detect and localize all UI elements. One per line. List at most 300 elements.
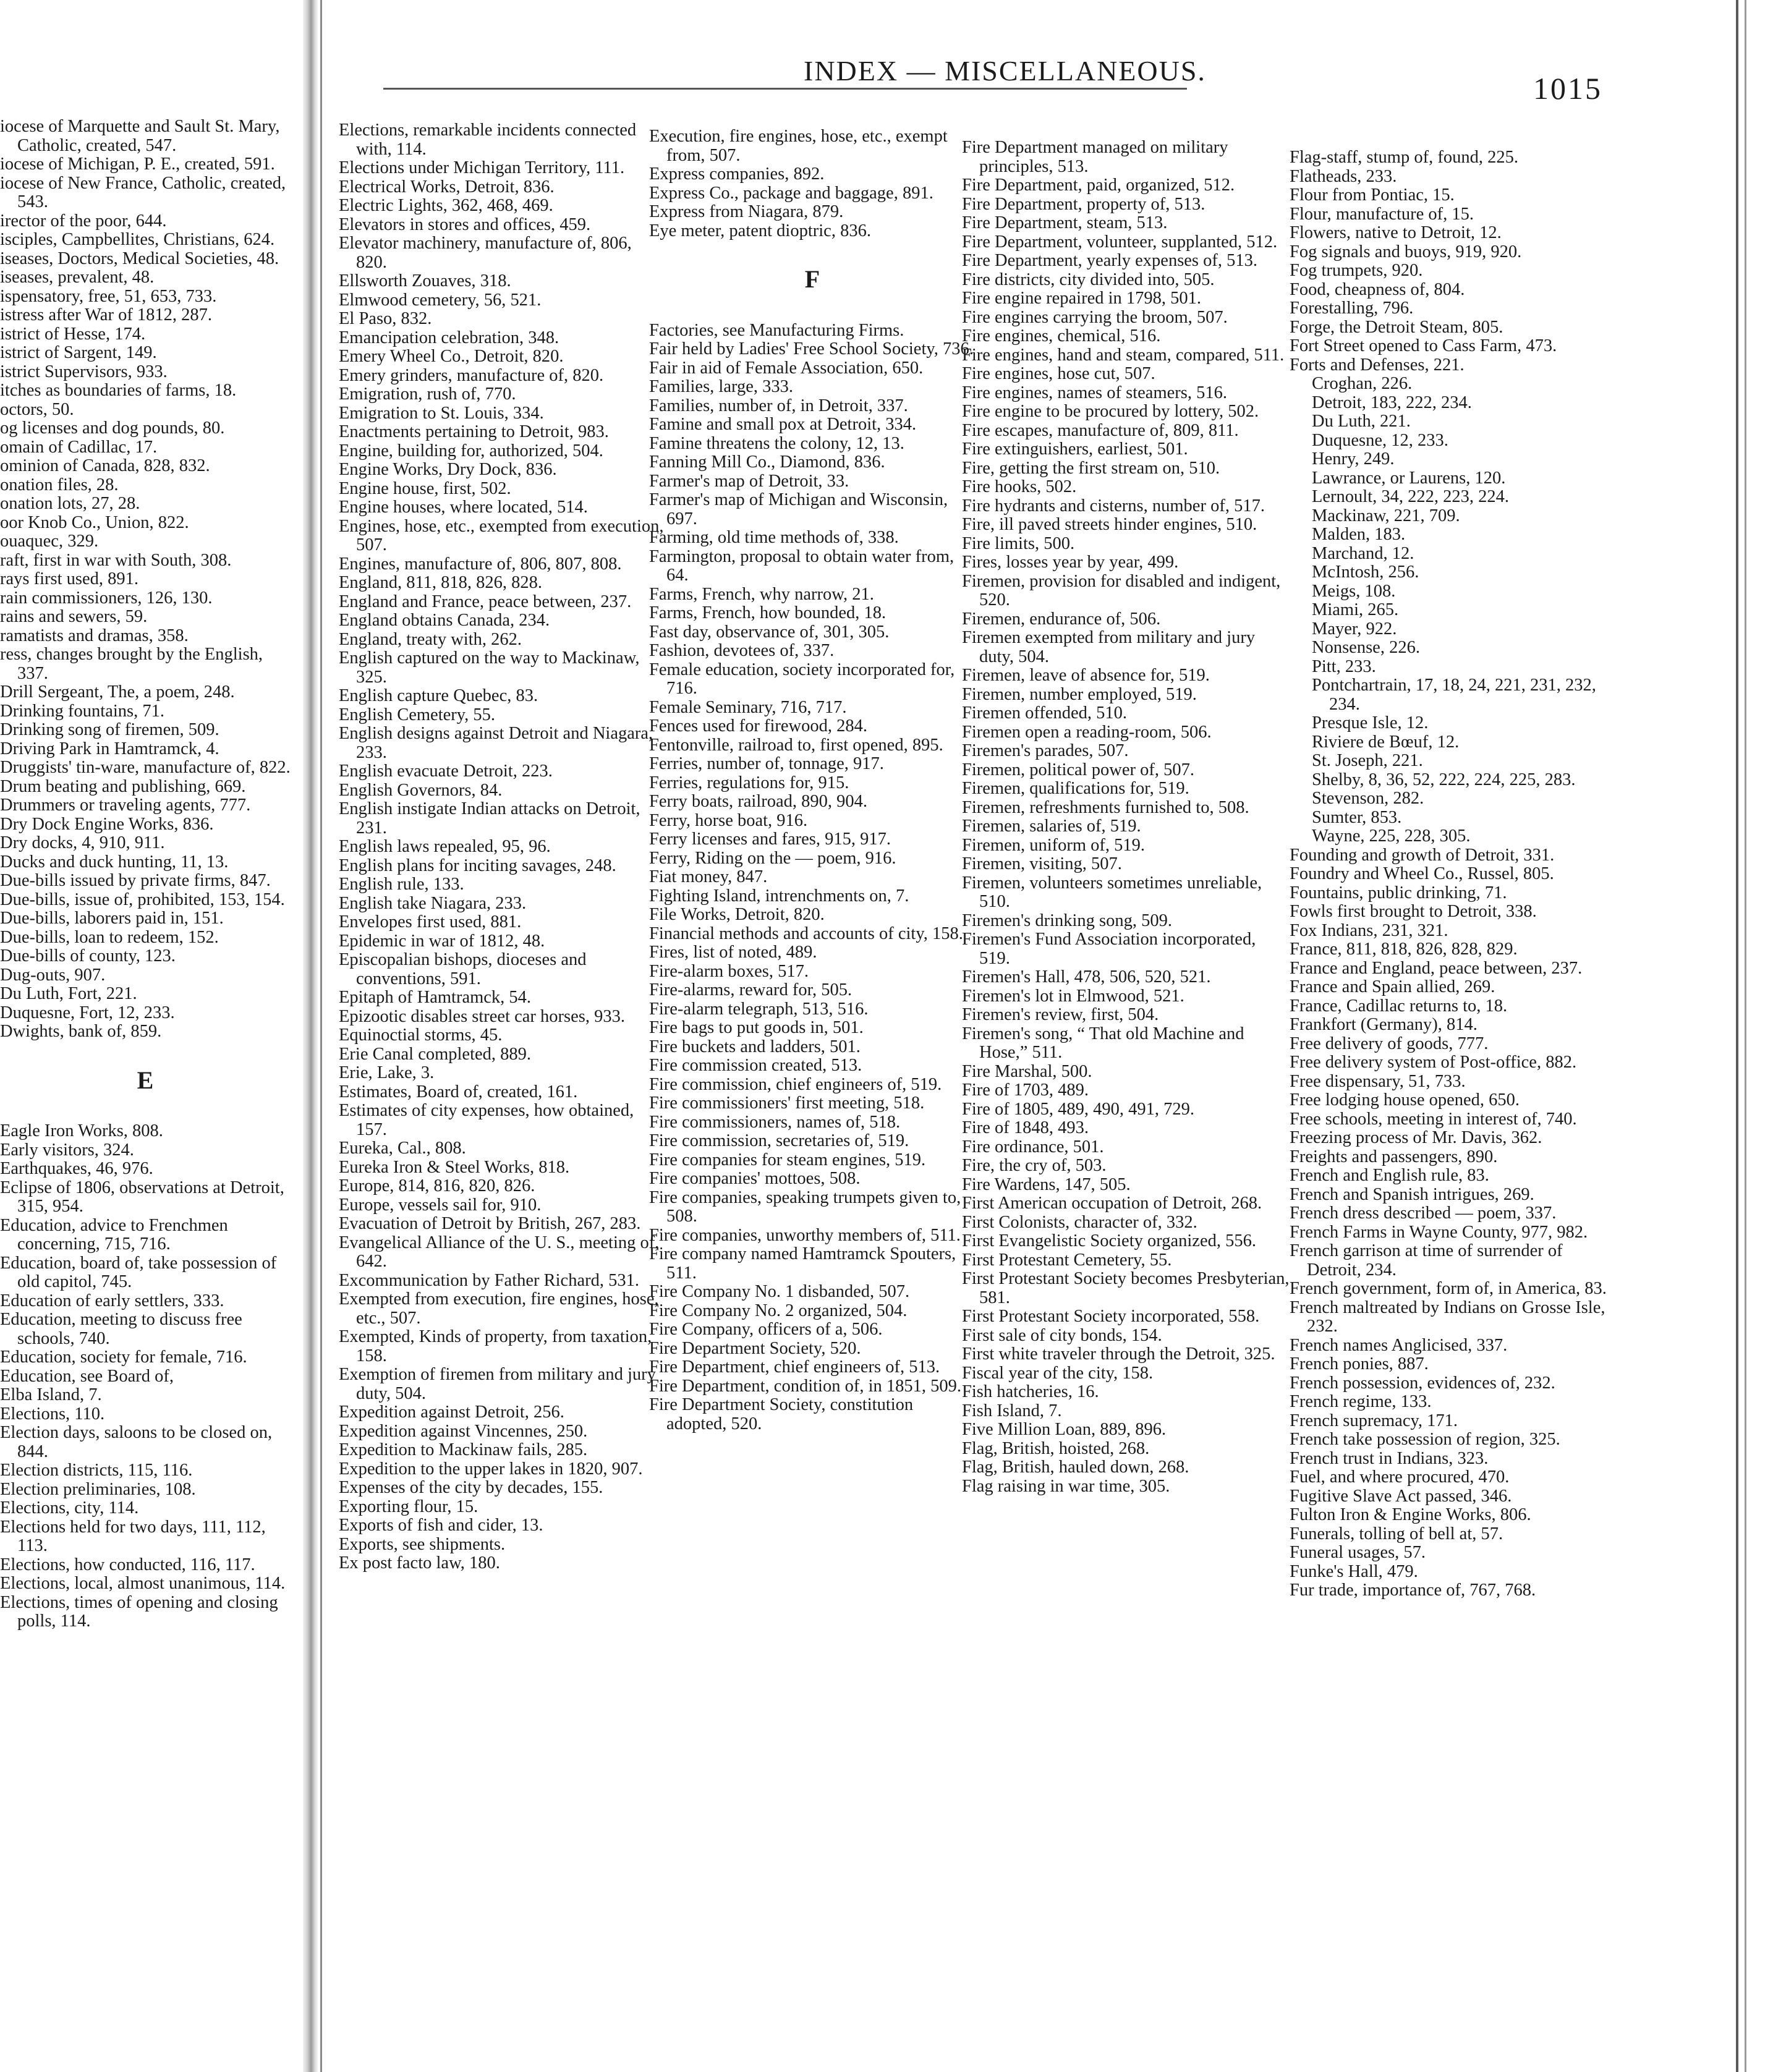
index-entry: Fair in aid of Female Association, 650.	[649, 358, 924, 378]
index-entry: French possession, evidences of, 232.	[1290, 1373, 1555, 1393]
index-entry: Ferries, number of, tonnage, 917.	[649, 754, 884, 773]
page-edge-line-outer	[1745, 0, 1746, 2072]
index-entry: Education, society for female, 716.	[0, 1348, 247, 1367]
index-entry: Fiat money, 847.	[649, 867, 768, 886]
index-entry: Fire Department, volunteer, supplanted, 512.	[962, 232, 1278, 252]
index-entry: Female education, society incorporated for, 716.	[649, 660, 955, 698]
index-entry: First Protestant Society incorporated, 558.	[962, 1307, 1260, 1326]
index-entry: Ferry licenses and fares, 915, 917.	[649, 830, 891, 849]
index-entry: Due-bills, loan to redeem, 152.	[0, 927, 219, 947]
index-entry: First Protestant Society becomes Presbyterian, 581.	[962, 1269, 1290, 1307]
index-entry: Forestalling, 796.	[1290, 299, 1414, 318]
index-entry: Fire Department, paid, organized, 512.	[962, 176, 1235, 195]
index-entry: Funerals, tolling of bell at, 57.	[1290, 1524, 1503, 1543]
index-entry: English plans for inciting savages, 248.	[339, 856, 616, 875]
index-entry: Fire Department, steam, 513.	[962, 213, 1168, 232]
index-entry: Croghan, 226.	[1312, 374, 1413, 393]
index-entry: Fire commission, secretaries of, 519.	[649, 1131, 909, 1150]
index-entry: Presque Isle, 12.	[1312, 713, 1429, 732]
index-column-4	[962, 138, 1290, 1496]
index-entry: Fire of 1805, 489, 490, 491, 729.	[962, 1099, 1195, 1119]
index-entry: Flour, manufacture of, 15.	[1290, 204, 1474, 224]
index-entry: Factories, see Manufacturing Firms.	[649, 320, 904, 340]
index-entry: St. Joseph, 221.	[1312, 751, 1423, 770]
index-entry: Fences used for firewood, 284.	[649, 716, 867, 736]
index-entry: Fire hydrants and cisterns, number of, 517.	[962, 496, 1265, 516]
index-entry: Firemen's Fund Association incorporated, 519.	[962, 930, 1256, 968]
index-entry: Earthquakes, 46, 976.	[0, 1159, 153, 1178]
index-entry: Execution, fire engines, hose, etc., exempt from, 507.	[649, 127, 948, 165]
index-entry: England, 811, 818, 826, 828.	[339, 573, 543, 592]
index-entry: Eclipse of 1806, observations at Detroit, 315, 954.	[0, 1178, 284, 1216]
index-entry: Fire-alarm telegraph, 513, 516.	[649, 999, 869, 1019]
index-entry: Fire Department, yearly expenses of, 513.	[962, 251, 1258, 270]
index-entry: Free delivery of goods, 777.	[1290, 1034, 1489, 1053]
index-entry: Firemen's drinking song, 509.	[962, 911, 1172, 930]
index-entry: Firemen's song, “ That old Machine and Hose,” 511.	[962, 1024, 1244, 1062]
index-entry: Firemen offended, 510.	[962, 703, 1127, 723]
index-entry: ominion of Canada, 828, 832.	[0, 456, 210, 475]
index-entry: Eureka, Cal., 808.	[339, 1139, 466, 1158]
index-entry: rays first used, 891.	[0, 569, 139, 588]
index-entry: Firemen, visiting, 507.	[962, 854, 1122, 873]
index-entry: Malden, 183.	[1312, 525, 1406, 544]
index-entry: France and Spain allied, 269.	[1290, 977, 1495, 996]
index-entry: Famine threatens the colony, 12, 13.	[649, 433, 904, 453]
index-entry: Flowers, native to Detroit, 12.	[1290, 223, 1502, 242]
index-entry: Henry, 249.	[1312, 449, 1395, 469]
index-entry: Fire Department, chief engineers of, 513.	[649, 1357, 940, 1377]
index-entry: Shelby, 8, 36, 52, 222, 224, 225, 283.	[1312, 770, 1576, 789]
index-entry: Nonsense, 226.	[1312, 638, 1420, 657]
index-entry: Elections, how conducted, 116, 117.	[0, 1555, 255, 1574]
index-entry: Due-bills, issue of, prohibited, 153, 154.	[0, 890, 285, 909]
index-entry: French supremacy, 171.	[1290, 1411, 1458, 1430]
index-entry: irector of the poor, 644.	[0, 211, 167, 231]
index-entry: File Works, Detroit, 820.	[649, 905, 825, 924]
index-entry: Fish Island, 7.	[962, 1401, 1062, 1420]
index-entry: Fire Company No. 1 disbanded, 507.	[649, 1282, 910, 1301]
index-entry: Drinking song of firemen, 509.	[0, 720, 219, 739]
index-entry: Lawrance, or Laurens, 120.	[1312, 468, 1506, 488]
page-gutter	[303, 0, 318, 2072]
index-entry: Firemen, endurance of, 506.	[962, 609, 1161, 629]
index-column-5	[1290, 148, 1617, 1600]
page-number: 1015	[1533, 71, 1602, 106]
index-entry: Engine houses, where located, 514.	[339, 498, 588, 517]
index-entry: rain commissioners, 126, 130.	[0, 588, 213, 608]
index-entry: Duquesne, 12, 233.	[1312, 430, 1448, 450]
index-entry: Dwights, bank of, 859.	[0, 1022, 162, 1041]
index-entry: Epidemic in war of 1812, 48.	[339, 931, 545, 951]
index-entry: Education, meeting to discuss free schools, 740.	[0, 1310, 242, 1348]
index-entry: Fountains, public drinking, 71.	[1290, 883, 1507, 902]
index-entry: Fire-alarms, reward for, 505.	[649, 980, 852, 1000]
index-entry: Fire engines, names of steamers, 516.	[962, 383, 1227, 402]
index-entry: Duquesne, Fort, 12, 233.	[0, 1003, 175, 1022]
index-entry: Ducks and duck hunting, 11, 13.	[0, 852, 229, 872]
index-entry: Elections held for two days, 111, 112, 113.	[0, 1517, 266, 1555]
index-entry: Firemen, qualifications for, 519.	[962, 779, 1189, 798]
index-entry: Farmington, proposal to obtain water from, 64.	[649, 546, 955, 585]
index-entry: Fire companies for steam engines, 519.	[649, 1150, 926, 1170]
index-entry: French government, form of, in America, 83.	[1290, 1279, 1607, 1298]
index-entry: Fugitive Slave Act passed, 346.	[1290, 1486, 1512, 1506]
index-entry: og licenses and dog pounds, 80.	[0, 418, 225, 438]
index-entry: Firemen, leave of absence for, 519.	[962, 666, 1210, 685]
index-entry: Free schools, meeting in interest of, 740.	[1290, 1109, 1577, 1129]
index-entry: Fire commissioners' first meeting, 518.	[649, 1093, 925, 1113]
index-entry: McIntosh, 256.	[1312, 563, 1419, 582]
index-entry: Firemen exempted from military and jury duty, 504.	[962, 628, 1256, 666]
index-entry: Flour from Pontiac, 15.	[1290, 185, 1455, 205]
index-entry: Firemen, political power of, 507.	[962, 760, 1194, 779]
index-entry: Druggists' tin-ware, manufacture of, 822.	[0, 758, 291, 777]
index-entry: Election districts, 115, 116.	[0, 1461, 193, 1480]
index-entry: Elections under Michigan Territory, 111.	[339, 158, 625, 177]
index-entry: Enactments pertaining to Detroit, 983.	[339, 422, 609, 441]
index-entry: istrict Supervisors, 933.	[0, 362, 168, 381]
index-entry: First Colonists, character of, 332.	[962, 1212, 1197, 1232]
index-entry: Riviere de Bœuf, 12.	[1312, 732, 1460, 752]
index-entry: Pontchartrain, 17, 18, 24, 221, 231, 232, 234.	[1312, 676, 1596, 714]
index-entry: Fur trade, importance of, 767, 768.	[1290, 1581, 1536, 1600]
index-entry: Fire, ill paved streets hinder engines, 510.	[962, 515, 1257, 534]
index-entry: Fire companies, speaking trumpets given to, 508.	[649, 1187, 961, 1226]
index-entry: Fire escapes, manufacture of, 809, 811.	[962, 420, 1239, 440]
index-entry: istrict of Hesse, 174.	[0, 324, 146, 344]
index-entry: Firemen, provision for disabled and indigent, 520.	[962, 571, 1281, 609]
index-entry: Free dispensary, 51, 733.	[1290, 1071, 1466, 1091]
index-entry: Fire hooks, 502.	[962, 477, 1077, 496]
index-entry: Firemen's lot in Elmwood, 521.	[962, 986, 1184, 1006]
index-entry: Dug-outs, 907.	[0, 965, 106, 985]
index-column-2	[339, 121, 666, 1573]
index-entry: Expedition against Vincennes, 250.	[339, 1421, 588, 1441]
index-entry: Engine, building for, authorized, 504.	[339, 441, 603, 461]
index-entry: Forge, the Detroit Steam, 805.	[1290, 317, 1503, 337]
index-entry: Five Million Loan, 889, 896.	[962, 1420, 1167, 1439]
index-entry: raft, first in war with South, 308.	[0, 550, 232, 570]
index-entry: Firemen, volunteers sometimes unreliable, 510.	[962, 873, 1262, 911]
index-entry: itches as boundaries of farms, 18.	[0, 381, 237, 400]
index-entry: English take Niagara, 233.	[339, 893, 527, 913]
index-entry: France, Cadillac returns to, 18.	[1290, 996, 1508, 1016]
index-entry: Fort Street opened to Cass Farm, 473.	[1290, 336, 1557, 355]
index-entry: Elevators in stores and offices, 459.	[339, 214, 591, 234]
index-entry: Pitt, 233.	[1312, 656, 1376, 676]
index-entry: istress after War of 1812, 287.	[0, 305, 213, 325]
index-entry: Early visitors, 324.	[0, 1140, 134, 1160]
index-entry: Firemen's Hall, 478, 506, 520, 521.	[962, 967, 1211, 987]
index-entry: Epizootic disables street car horses, 933.	[339, 1006, 625, 1026]
index-entry: Drinking fountains, 71.	[0, 701, 164, 721]
index-entry: ispensatory, free, 51, 653, 733.	[0, 286, 217, 306]
index-entry: Families, large, 333.	[649, 377, 793, 396]
index-entry: Fentonville, railroad to, first opened, 895.	[649, 735, 943, 755]
index-entry: Detroit, 183, 222, 234.	[1312, 393, 1472, 412]
index-entry: Firemen, uniform of, 519.	[962, 835, 1146, 855]
index-entry: Elections, remarkable incidents connected with, 114.	[339, 121, 637, 159]
index-entry: French ponies, 887.	[1290, 1354, 1429, 1374]
index-entry: Stevenson, 282.	[1312, 789, 1424, 808]
index-entry: First sale of city bonds, 154.	[962, 1325, 1162, 1345]
index-entry: Election preliminaries, 108.	[0, 1479, 196, 1499]
index-entry: Ferry boats, railroad, 890, 904.	[649, 792, 868, 811]
index-entry: Estimates, Board of, created, 161.	[339, 1082, 578, 1102]
index-entry: Fire commissioners, names of, 518.	[649, 1112, 901, 1132]
index-entry: Express from Niagara, 879.	[649, 202, 844, 221]
index-entry: El Paso, 832.	[339, 309, 432, 328]
index-entry: France and England, peace between, 237.	[1290, 958, 1583, 978]
index-entry: Ellsworth Zouaves, 318.	[339, 271, 511, 291]
index-entry: Ex post facto law, 180.	[339, 1553, 500, 1573]
index-entry: iocese of Marquette and Sault St. Mary, Catholic, created, 547.	[0, 117, 280, 155]
index-entry: Elections, times of opening and closing polls, 114.	[0, 1592, 278, 1631]
index-entry: Fire company named Hamtramck Spouters, 511.	[649, 1244, 956, 1283]
index-entry: English instigate Indian attacks on Detroit, 231.	[339, 799, 640, 838]
index-entry: Fiscal year of the city, 158.	[962, 1363, 1154, 1383]
index-entry: ramatists and dramas, 358.	[0, 626, 189, 645]
index-entry: French take possession of region, 325.	[1290, 1430, 1560, 1449]
index-entry: English Governors, 84.	[339, 780, 503, 800]
index-entry: Funeral usages, 57.	[1290, 1543, 1426, 1562]
index-entry: Eagle Iron Works, 808.	[0, 1121, 163, 1140]
index-entry: Emancipation celebration, 348.	[339, 328, 559, 347]
index-entry: Marchand, 12.	[1312, 543, 1414, 563]
index-entry: Miami, 265.	[1312, 600, 1399, 619]
index-entry: Free lodging house opened, 650.	[1290, 1090, 1520, 1110]
index-entry: Farms, French, how bounded, 18.	[649, 603, 886, 622]
index-entry: ouaquec, 329.	[0, 532, 99, 551]
index-column-3	[649, 127, 977, 1433]
index-entry: Episcopalian bishops, dioceses and conventions, 591.	[339, 950, 587, 988]
index-entry: French and Spanish intrigues, 269.	[1290, 1184, 1534, 1204]
index-entry: Driving Park in Hamtramck, 4.	[0, 739, 219, 758]
page-header	[371, 54, 1669, 110]
index-entry: Ferry, Riding on the — poem, 916.	[649, 848, 896, 868]
index-entry: Families, number of, in Detroit, 337.	[649, 396, 908, 415]
index-entry: England obtains Canada, 234.	[339, 611, 550, 630]
index-entry: Dry Dock Engine Works, 836.	[0, 814, 214, 834]
index-entry: Fire companies, unworthy members of, 511.	[649, 1225, 961, 1245]
index-entry: English designs against Detroit and Niagara, 233.	[339, 724, 653, 762]
index-entry: Freights and passengers, 890.	[1290, 1147, 1498, 1166]
index-entry: Exports of fish and cider, 13.	[339, 1516, 543, 1535]
index-entry: Firemen, number employed, 519.	[962, 684, 1197, 704]
index-entry: Foundry and Wheel Co., Russel, 805.	[1290, 864, 1554, 883]
index-entry: French garrison at time of surrender of Detroit, 234.	[1290, 1241, 1563, 1280]
index-entry: Female Seminary, 716, 717.	[649, 697, 847, 717]
index-entry: Food, cheapness of, 804.	[1290, 279, 1465, 299]
index-entry: Expedition against Detroit, 256.	[339, 1403, 564, 1422]
index-entry: Fashion, devotees of, 337.	[649, 641, 835, 660]
index-entry: First American occupation of Detroit, 268.	[962, 1194, 1262, 1213]
index-entry: Evangelical Alliance of the U. S., meeting of, 642.	[339, 1233, 660, 1271]
index-entry: Fog signals and buoys, 919, 920.	[1290, 242, 1522, 261]
index-entry: Erie, Lake, 3.	[339, 1063, 435, 1082]
index-entry: Fires, list of noted, 489.	[649, 943, 817, 962]
index-entry: octors, 50.	[0, 399, 74, 419]
index-entry: Elba Island, 7.	[0, 1385, 102, 1404]
index-entry: Fire engines, chemical, 516.	[962, 326, 1161, 346]
index-entry: Epitaph of Hamtramck, 54.	[339, 988, 532, 1007]
index-entry: Dry docks, 4, 910, 911.	[0, 833, 165, 852]
index-entry: Fire companies' mottoes, 508.	[649, 1169, 861, 1188]
index-entry: Fire Company No. 2 organized, 504.	[649, 1301, 908, 1320]
index-entry: French trust in Indians, 323.	[1290, 1448, 1489, 1468]
page-title: INDEX — MISCELLANEOUS.	[804, 55, 1206, 87]
index-entry: France, 811, 818, 826, 828, 829.	[1290, 940, 1518, 959]
index-entry: Fighting Island, intrenchments on, 7.	[649, 886, 909, 906]
index-entry: Fire Department Society, constitution adopted, 520.	[649, 1395, 914, 1433]
index-entry: Fire Department managed on military principles, 513.	[962, 138, 1228, 176]
index-entry: Fire commission created, 513.	[649, 1056, 862, 1075]
index-entry: Meigs, 108.	[1312, 581, 1396, 601]
index-entry: iseases, prevalent, 48.	[0, 268, 155, 287]
index-entry: rains and sewers, 59.	[0, 607, 148, 626]
index-entry: Firemen, refreshments furnished to, 508.	[962, 797, 1249, 817]
index-entry: Fire ordinance, 501.	[962, 1137, 1104, 1157]
index-entry: Fire districts, city divided into, 505.	[962, 270, 1215, 289]
index-entry: Firemen, salaries of, 519.	[962, 817, 1141, 836]
index-entry: Fire commission, chief engineers of, 519.	[649, 1074, 942, 1094]
index-entry: Engine house, first, 502.	[339, 478, 511, 498]
index-entry: French and English rule, 83.	[1290, 1166, 1489, 1185]
index-entry: Elevator machinery, manufacture of, 806, 820.	[339, 234, 632, 272]
index-entry: Lernoult, 34, 222, 223, 224.	[1312, 487, 1510, 506]
index-entry: Emigration, rush of, 770.	[339, 384, 516, 404]
index-entry: Fulton Iron & Engine Works, 806.	[1290, 1505, 1531, 1524]
index-entry: Fire engines, hose cut, 507.	[962, 364, 1155, 383]
index-entry: Fair held by Ladies' Free School Society, 736.	[649, 339, 974, 359]
index-entry: Due-bills, laborers paid in, 151.	[0, 909, 224, 928]
index-entry: Fog trumpets, 920.	[1290, 261, 1423, 280]
index-entry: Fire of 1848, 493.	[962, 1118, 1089, 1137]
index-entry: Fire Department, condition of, in 1851, 509.	[649, 1376, 961, 1396]
index-entry: Fire Company, officers of a, 506.	[649, 1320, 883, 1339]
index-entry: Ferry, horse boat, 916.	[649, 810, 808, 830]
index-entry: Fire buckets and ladders, 501.	[649, 1037, 861, 1056]
index-entry: Fire engine to be procured by lottery, 502.	[962, 402, 1259, 421]
index-entry: Farmer's map of Detroit, 33.	[649, 471, 849, 491]
index-entry: Drill Sergeant, The, a poem, 248.	[0, 682, 235, 702]
index-entry: Fuel, and where procured, 470.	[1290, 1467, 1510, 1487]
index-entry: onation files, 28.	[0, 475, 119, 495]
index-entry: Fox Indians, 231, 321.	[1290, 920, 1448, 940]
index-entry: First white traveler through the Detroit, 325.	[962, 1344, 1275, 1364]
index-entry: istrict of Sargent, 149.	[0, 343, 157, 362]
index-entry: Wayne, 225, 228, 305.	[1312, 826, 1471, 846]
index-entry: Du Luth, Fort, 221.	[0, 984, 137, 1003]
index-entry: English captured on the way to Mackinaw, 325.	[339, 648, 640, 687]
index-entry: Farms, French, why narrow, 21.	[649, 584, 874, 604]
index-entry: Elections, 110.	[0, 1404, 105, 1424]
index-entry: Fish hatcheries, 16.	[962, 1382, 1099, 1401]
index-entry: French maltreated by Indians on Grosse Isle, 232.	[1290, 1297, 1605, 1336]
page-edge-line	[1736, 0, 1738, 2072]
index-entry: Europe, 814, 816, 820, 826.	[339, 1176, 535, 1195]
index-entry: Due-bills of county, 123.	[0, 946, 176, 966]
index-entry: Firemen's parades, 507.	[962, 741, 1129, 760]
index-entry: Farmer's map of Michigan and Wisconsin, 697.	[649, 490, 948, 529]
index-entry: Fires, losses year by year, 499.	[962, 553, 1179, 572]
index-entry: English laws repealed, 95, 96.	[339, 837, 551, 856]
index-entry: Free delivery system of Post-office, 882.	[1290, 1053, 1577, 1072]
index-entry: Fire Department Society, 520.	[649, 1338, 861, 1358]
index-entry: Ferries, regulations for, 915.	[649, 773, 849, 792]
index-entry: Eureka Iron & Steel Works, 818.	[339, 1157, 570, 1177]
index-entry: Exports, see shipments.	[339, 1534, 506, 1554]
index-entry: Fire limits, 500.	[962, 533, 1075, 553]
index-entry: Emigration to St. Louis, 334.	[339, 403, 544, 423]
index-entry: Firemen's review, first, 504.	[962, 1005, 1159, 1024]
index-entry: Fire bags to put goods in, 501.	[649, 1018, 864, 1037]
index-entry: Flag, British, hoisted, 268.	[962, 1438, 1150, 1458]
index-entry: England and France, peace between, 237.	[339, 592, 632, 611]
index-entry: Electrical Works, Detroit, 836.	[339, 177, 555, 197]
index-entry: iseases, Doctors, Medical Societies, 48.	[0, 248, 279, 268]
index-entry: Emery grinders, manufacture of, 820.	[339, 365, 604, 385]
index-entry: Expenses of the city by decades, 155.	[339, 1478, 603, 1497]
index-entry: Mackinaw, 221, 709.	[1312, 506, 1460, 525]
index-entry: Erie Canal completed, 889.	[339, 1044, 532, 1064]
index-entry: Fowls first brought to Detroit, 338.	[1290, 902, 1537, 921]
index-entry: Forts and Defenses, 221.	[1290, 355, 1465, 375]
index-entry: Financial methods and accounts of city, 158.	[649, 923, 963, 943]
index-entry: Exemption of firemen from military and jury duty, 504.	[339, 1365, 656, 1403]
index-entry: Fire, getting the first stream on, 510.	[962, 458, 1220, 478]
index-entry: Estimates of city expenses, how obtained, 157.	[339, 1101, 634, 1139]
index-entry: Fire engine repaired in 1798, 501.	[962, 289, 1202, 308]
index-entry: French dress described — poem, 337.	[1290, 1204, 1557, 1223]
index-entry: omain of Cadillac, 17.	[0, 437, 158, 457]
index-entry: Famine and small pox at Detroit, 334.	[649, 415, 917, 434]
index-entry: Express Co., package and baggage, 891.	[649, 183, 933, 203]
index-entry: Funke's Hall, 479.	[1290, 1561, 1418, 1581]
index-entry: French names Anglicised, 337.	[1290, 1335, 1508, 1355]
index-entry: Education of early settlers, 333.	[0, 1291, 224, 1310]
index-entry: Freezing process of Mr. Davis, 362.	[1290, 1128, 1542, 1147]
index-entry: Fast day, observance of, 301, 305.	[649, 622, 890, 642]
index-entry: Envelopes first used, 881.	[339, 912, 522, 932]
index-entry: English capture Quebec, 83.	[339, 686, 538, 705]
index-entry: oor Knob Co., Union, 822.	[0, 512, 189, 532]
index-entry: Drum beating and publishing, 669.	[0, 776, 246, 796]
index-entry: Mayer, 922.	[1312, 619, 1397, 639]
index-entry: iocese of New France, Catholic, created, 543.	[0, 173, 286, 211]
index-entry: Exempted, Kinds of property, from taxation, 158.	[339, 1327, 652, 1365]
index-entry: Eye meter, patent dioptric, 836.	[649, 221, 871, 240]
index-entry: Education, board of, take possession of old capitol, 745.	[0, 1253, 277, 1291]
index-entry: Drummers or traveling agents, 777.	[0, 796, 251, 815]
index-entry: Expedition to Mackinaw fails, 285.	[339, 1440, 588, 1459]
index-entry: Engine Works, Dry Dock, 836.	[339, 460, 557, 479]
index-entry: Equinoctial storms, 45.	[339, 1025, 503, 1045]
header-rule	[383, 88, 1187, 90]
index-entry: Flag raising in war time, 305.	[962, 1476, 1170, 1496]
index-entry: Fire Marshal, 500.	[962, 1061, 1092, 1081]
index-entry: Fire of 1703, 489.	[962, 1081, 1089, 1100]
index-entry: Express companies, 892.	[649, 164, 825, 184]
index-entry: Excommunication by Father Richard, 531.	[339, 1270, 639, 1290]
index-entry: Election days, saloons to be closed on, 844.	[0, 1423, 273, 1461]
index-entry: First Protestant Cemetery, 55.	[962, 1250, 1172, 1270]
index-entry: Fire-alarm boxes, 517.	[649, 961, 809, 981]
index-entry: Electric Lights, 362, 468, 469.	[339, 196, 553, 215]
section-letter: E	[137, 1066, 155, 1094]
index-entry: Expedition to the upper lakes in 1820, 907.	[339, 1459, 643, 1479]
